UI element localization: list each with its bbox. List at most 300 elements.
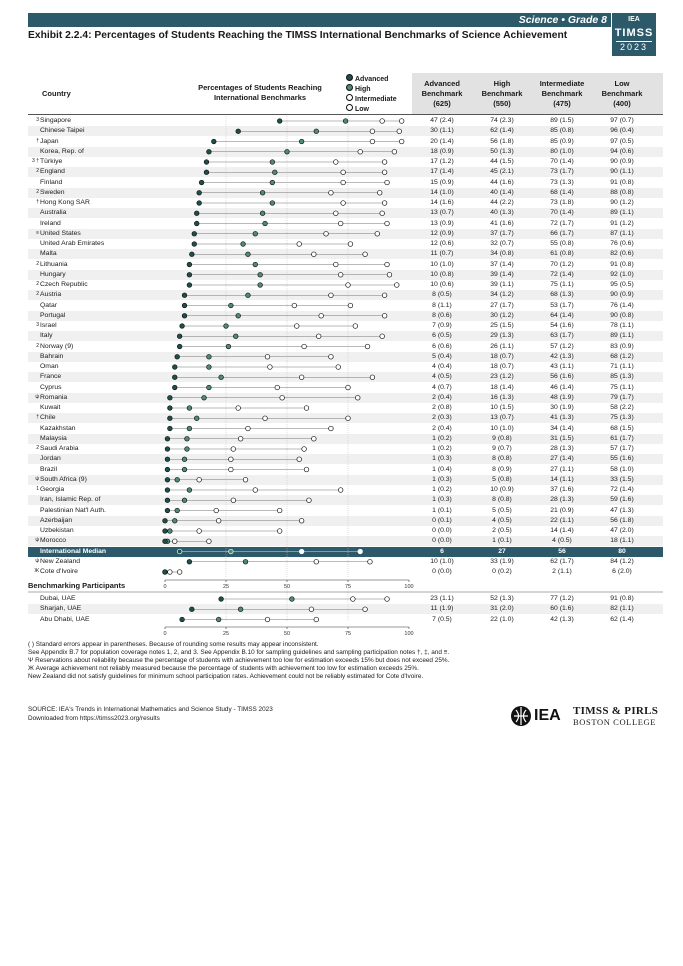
row-low-value: 58 (2.2): [610, 404, 634, 411]
header-low: Low Benchmark (400): [601, 79, 643, 108]
advanced-dot: [168, 406, 173, 411]
high-dot: [185, 436, 190, 441]
low-dot: [387, 272, 392, 277]
intermediate-dot: [197, 477, 202, 482]
legend-advanced-label: Advanced: [355, 76, 389, 83]
low-dot: [368, 559, 373, 564]
row-note: ψ: [35, 393, 39, 400]
advanced-dot: [219, 597, 224, 602]
row-inter-value: 21 (0.9): [550, 506, 574, 514]
row-dots: [187, 272, 392, 277]
footnote-3: Ψ Reservations about reliability because the percentage of students with achievement too low for estimation exceeds 15% but does not exceed 25%.: [28, 657, 450, 664]
row-note: 2: [36, 168, 39, 175]
row-high-value: 25 (1.5): [490, 322, 514, 329]
intermediate-dot: [268, 365, 273, 370]
row-country: Bahrain: [40, 352, 64, 360]
legend-low-label: Low: [355, 106, 369, 113]
footnote-5: New Zealand did not satisfy guidelines for minimum school participation rates. Achievement could not be reliably estimated for Cote d'Ivoire.: [28, 673, 424, 680]
row-inter-value: 42 (1.3): [550, 352, 574, 360]
low-dot: [314, 617, 319, 622]
row-low-value: 58 (1.0): [610, 465, 634, 473]
intermediate-dot: [341, 170, 346, 175]
row-dots: [177, 334, 384, 339]
boston-college-text: BOSTON COLLEGE: [573, 717, 657, 727]
row-inter-value: 14 (1.4): [550, 527, 574, 534]
low-dot: [329, 426, 334, 431]
row-high-value: 4 (0.5): [492, 516, 512, 524]
legend-intermediate-label: Intermediate: [355, 96, 397, 103]
row-dots: [163, 518, 304, 523]
row-country: International Median: [40, 547, 107, 555]
intermediate-dot: [229, 457, 234, 462]
advanced-dot: [207, 149, 212, 154]
row-low-value: 87 (1.1): [610, 229, 634, 237]
row-adv-value: 4 (0.5): [432, 373, 452, 381]
low-dot: [299, 518, 304, 523]
row-country: Brazil: [40, 465, 57, 473]
advanced-dot: [165, 467, 170, 472]
row-note: ≡: [36, 229, 39, 236]
row-high-value: 8 (0.9): [492, 465, 512, 473]
row-country: Italy: [40, 332, 53, 340]
row-inter-value: 72 (1.4): [550, 270, 574, 278]
row-high-value: 9 (0.7): [492, 445, 512, 452]
logo-year: 2023: [616, 41, 652, 52]
row-dots: [182, 313, 387, 318]
intermediate-dot: [334, 262, 339, 267]
row-inter-value: 80 (1.0): [550, 147, 574, 155]
row-dots: [168, 395, 360, 400]
intermediate-dot: [238, 436, 243, 441]
row-low-value: 6 (2.0): [612, 568, 632, 575]
high-dot: [168, 529, 173, 534]
row-dots: [192, 242, 353, 247]
row-low-value: 90 (0.9): [610, 291, 634, 299]
advanced-dot: [168, 426, 173, 431]
row-high-value: 16 (1.3): [490, 393, 514, 401]
row-low-value: 97 (0.7): [610, 117, 634, 124]
intermediate-dot: [329, 293, 334, 298]
advanced-dot: [168, 416, 173, 421]
row-adv-value: 0 (0.0): [432, 537, 452, 545]
high-dot: [229, 549, 234, 554]
row-dots: [194, 221, 389, 226]
high-dot: [270, 201, 275, 206]
row-note: 2: [36, 291, 39, 298]
row-dots: [204, 170, 387, 175]
footnote-1: ( ) Standard errors appear in parentheses. Because of rounding some results may appear inconsistent.: [28, 641, 319, 648]
row-adv-value: 47 (2.4): [430, 117, 454, 124]
low-dot: [382, 201, 387, 206]
advanced-dot: [165, 477, 170, 482]
high-dot: [273, 170, 278, 175]
intermediate-dot: [280, 395, 285, 400]
row-note: †: [36, 137, 39, 144]
row-inter-value: 31 (1.5): [550, 434, 574, 442]
row-inter-value: 54 (1.6): [550, 322, 574, 329]
row-inter-value: 70 (1.2): [550, 260, 574, 268]
row-country: Israel: [40, 322, 57, 329]
row-adv-value: 8 (1.1): [432, 301, 452, 309]
row-high-value: 56 (1.8): [490, 137, 514, 145]
row-high-value: 10 (0.9): [490, 486, 514, 493]
row-high-value: 74 (2.3): [490, 117, 514, 124]
advanced-dot: [236, 129, 241, 134]
header-country: Country: [42, 89, 71, 98]
intermediate-dot: [302, 344, 307, 349]
row-low-value: 47 (2.0): [610, 527, 634, 534]
row-high-value: 8 (0.8): [492, 496, 512, 504]
row-low-value: 72 (1.4): [610, 486, 634, 493]
legend-high-label: High: [355, 86, 371, 93]
x-tick-label: 75: [344, 631, 352, 637]
low-dot: [399, 119, 404, 124]
advanced-dot: [194, 221, 199, 226]
low-dot: [363, 607, 368, 612]
row-country: Norway (9): [40, 342, 74, 350]
row-low-value: 78 (1.1): [610, 322, 634, 329]
x-tick-label: 0: [163, 584, 167, 590]
row-dots: [165, 467, 309, 472]
row-note: 3: [36, 117, 39, 123]
row-adv-value: 10 (1.0): [430, 557, 454, 565]
row-country: England: [40, 168, 65, 176]
row-high-value: 18 (0.7): [490, 363, 514, 370]
intermediate-dot: [265, 617, 270, 622]
header-intermediate: Intermediate Benchmark (475): [539, 79, 585, 108]
row-adv-value: 8 (0.6): [432, 311, 452, 319]
low-dot: [365, 344, 370, 349]
high-dot: [243, 559, 248, 564]
row-adv-value: 17 (1.2): [430, 158, 454, 165]
row-country: Malta: [40, 250, 57, 258]
exhibit-title: Exhibit 2.2.4: Percentages of Students Reaching the TIMSS International Benchmarks of Science Achievement: [28, 30, 568, 41]
row-country: Oman: [40, 363, 59, 370]
row-low-value: 89 (1.1): [610, 332, 634, 340]
row-inter-value: 28 (1.3): [550, 496, 574, 504]
row-adv-value: 20 (1.4): [430, 137, 454, 145]
intermediate-dot: [294, 324, 299, 329]
high-dot: [241, 242, 246, 247]
row-dots: [163, 529, 282, 534]
row-dots: [168, 416, 351, 421]
low-dot: [385, 221, 390, 226]
low-dot: [346, 385, 351, 390]
low-dot: [312, 436, 317, 441]
row-inter-value: 75 (1.1): [550, 281, 574, 288]
row-low-value: 91 (0.8): [610, 595, 634, 602]
benchmarking-title: Benchmarking Participants: [28, 581, 126, 590]
advanced-dot: [187, 262, 192, 267]
row-adv-value: 14 (1.6): [430, 199, 454, 206]
high-dot: [202, 395, 207, 400]
row-note: ψ: [35, 557, 39, 564]
row-adv-value: 15 (0.9): [430, 178, 454, 186]
row-inter-value: 46 (1.4): [550, 383, 574, 391]
row-low-value: 91 (0.8): [610, 178, 634, 186]
advanced-dot: [175, 354, 180, 359]
row-dots: [212, 139, 404, 144]
high-dot: [207, 354, 212, 359]
row-inter-value: 73 (1.8): [550, 199, 574, 206]
high-dot: [260, 190, 265, 195]
advanced-dot: [165, 436, 170, 441]
high-dot: [314, 129, 319, 134]
x-tick-label: 50: [283, 584, 291, 590]
high-dot: [219, 375, 224, 380]
row-adv-value: 13 (0.7): [430, 209, 454, 217]
row-high-value: 22 (1.0): [490, 615, 514, 623]
row-low-value: 76 (1.4): [610, 301, 634, 309]
row-country: New Zealand: [40, 557, 81, 565]
intermediate-dot: [324, 231, 329, 236]
row-low-value: 79 (1.7): [610, 393, 634, 401]
intermediate-dot: [263, 416, 268, 421]
row-low-value: 18 (1.1): [610, 537, 634, 545]
advanced-dot: [165, 508, 170, 513]
row-inter-value: 56: [558, 547, 566, 555]
low-dot: [177, 570, 182, 575]
row-dots: [165, 447, 306, 452]
band-title: Science • Grade 8: [518, 14, 607, 26]
row-adv-value: 1 (0.2): [432, 445, 452, 452]
row-high-value: 9 (0.8): [492, 434, 512, 442]
row-dots: [277, 119, 404, 124]
intermediate-dot: [236, 406, 241, 411]
logo-name: TIMSS: [614, 27, 654, 39]
row-country: Ireland: [40, 219, 61, 227]
row-low-value: 91 (0.8): [610, 260, 634, 268]
row-dots: [180, 324, 358, 329]
row-inter-value: 37 (1.6): [550, 486, 574, 493]
row-adv-value: 13 (0.9): [430, 219, 454, 227]
high-dot: [258, 272, 263, 277]
low-dot: [375, 231, 380, 236]
x-tick-label: 75: [344, 584, 352, 590]
row-low-value: 90 (1.1): [610, 168, 634, 176]
low-dot: [329, 354, 334, 359]
row-adv-value: 2 (0.8): [432, 404, 452, 411]
low-dot: [302, 447, 307, 452]
x-tick-label: 25: [222, 631, 230, 637]
row-adv-value: 4 (0.4): [432, 363, 452, 370]
row-dots: [172, 385, 350, 390]
row-adv-value: 4 (0.7): [432, 383, 452, 391]
row-dots: [165, 436, 316, 441]
row-low-value: 55 (1.6): [610, 455, 634, 463]
advanced-dot: [168, 395, 173, 400]
high-dot: [172, 518, 177, 523]
low-dot: [277, 508, 282, 513]
row-inter-value: 72 (1.7): [550, 219, 574, 227]
low-dot: [348, 242, 353, 247]
row-inter-value: 73 (1.3): [550, 178, 574, 186]
row-inter-value: 68 (1.3): [550, 291, 574, 299]
row-note: Ж: [34, 568, 39, 574]
row-adv-value: 10 (0.6): [430, 281, 454, 288]
advanced-dot: [165, 498, 170, 503]
intermediate-dot: [334, 160, 339, 165]
high-dot: [253, 262, 258, 267]
low-dot: [358, 549, 363, 554]
row-country: Palestinian Nat'l Auth.: [40, 506, 106, 514]
row-high-value: 34 (0.8): [490, 250, 514, 258]
row-low-value: 92 (1.0): [610, 270, 634, 278]
row-country: Japan: [40, 137, 59, 145]
high-dot: [182, 498, 187, 503]
advanced-dot: [190, 252, 195, 257]
row-low-value: 62 (1.4): [610, 615, 634, 623]
row-adv-value: 2 (0.3): [432, 414, 452, 422]
intermediate-dot: [246, 426, 251, 431]
low-dot: [377, 190, 382, 195]
row-adv-value: 6 (0.6): [432, 342, 452, 350]
intermediate-dot: [197, 529, 202, 534]
intermediate-dot: [231, 447, 236, 452]
advanced-dot: [212, 139, 217, 144]
advanced-dot: [163, 518, 168, 523]
intermediate-dot: [316, 334, 321, 339]
high-dot: [187, 488, 192, 493]
row-low-value: 94 (0.6): [610, 147, 634, 155]
row-high-value: 10 (1.0): [490, 424, 514, 432]
intermediate-dot: [275, 385, 280, 390]
row-inter-value: 68 (1.4): [550, 188, 574, 196]
advanced-dot: [172, 375, 177, 380]
row-note: 2: [36, 342, 39, 349]
advanced-dot: [165, 447, 170, 452]
row-high-value: 39 (1.1): [490, 281, 514, 288]
high-dot: [233, 334, 238, 339]
intermediate-dot: [341, 201, 346, 206]
high-dot: [187, 406, 192, 411]
high-dot: [246, 252, 251, 257]
row-dots: [204, 160, 387, 165]
row-country: Georgia: [40, 486, 65, 493]
row-country: United States: [40, 229, 81, 237]
row-country: Hong Kong SAR: [40, 199, 90, 206]
row-country: Abu Dhabi, UAE: [40, 615, 90, 623]
row-high-value: 13 (0.7): [490, 414, 514, 422]
row-adv-value: 0 (0.0): [432, 568, 452, 575]
row-adv-value: 2 (0.4): [432, 393, 452, 401]
row-dots: [172, 365, 340, 370]
row-adv-value: 10 (0.8): [430, 270, 454, 278]
row-adv-value: 7 (0.5): [432, 615, 452, 623]
intermediate-dot: [370, 129, 375, 134]
row-adv-value: 11 (1.9): [430, 605, 454, 613]
row-inter-value: 28 (1.3): [550, 445, 574, 452]
row-low-value: 89 (1.1): [610, 209, 634, 217]
x-tick-label: 100: [404, 584, 414, 590]
row-country: Azerbaijan: [40, 516, 73, 524]
row-dots: [165, 457, 301, 462]
intermediate-dot: [314, 559, 319, 564]
row-dots: [165, 498, 311, 503]
high-dot: [194, 416, 199, 421]
row-dots: [165, 488, 343, 493]
row-inter-value: 48 (1.9): [550, 393, 574, 401]
row-note: 2: [36, 281, 39, 287]
intermediate-dot: [168, 570, 173, 575]
x-tick-label: 25: [222, 584, 230, 590]
high-dot: [187, 426, 192, 431]
row-adv-value: 6: [440, 547, 444, 555]
row-dots: [219, 597, 390, 602]
row-dots: [197, 190, 382, 195]
intermediate-dot: [346, 283, 351, 288]
advanced-dot: [197, 190, 202, 195]
intermediate-dot: [216, 518, 221, 523]
row-dots: [177, 344, 369, 349]
row-low-value: 68 (1.5): [610, 424, 634, 432]
advanced-dot: [199, 180, 204, 185]
advanced-dot: [194, 211, 199, 216]
high-dot: [229, 303, 234, 308]
row-inter-value: 62 (1.7): [550, 557, 574, 565]
intermediate-dot: [312, 252, 317, 257]
row-low-value: 75 (1.3): [610, 414, 634, 422]
row-note: 2: [36, 260, 39, 267]
row-low-value: 90 (1.2): [610, 199, 634, 206]
row-dots: [182, 293, 387, 298]
high-dot: [260, 211, 265, 216]
high-dot: [290, 597, 295, 602]
row-country: Chinese Taipei: [40, 127, 85, 135]
low-dot: [336, 365, 341, 370]
high-dot: [258, 283, 263, 288]
row-dots: [180, 617, 319, 622]
row-dots: [163, 539, 212, 544]
advanced-dot: [177, 549, 182, 554]
row-high-value: 37 (1.4): [490, 260, 514, 268]
row-adv-value: 1 (0.2): [432, 486, 452, 493]
row-adv-value: 6 (0.5): [432, 332, 452, 340]
high-dot: [270, 160, 275, 165]
row-inter-value: 61 (0.8): [550, 250, 574, 258]
row-adv-value: 1 (0.3): [432, 475, 452, 483]
row-high-value: 2 (0.5): [492, 527, 512, 534]
high-dot: [175, 477, 180, 482]
low-dot: [304, 467, 309, 472]
row-dots: [182, 303, 353, 308]
high-dot: [238, 607, 243, 612]
advanced-dot: [165, 457, 170, 462]
row-adv-value: 2 (0.4): [432, 424, 452, 432]
advanced-dot: [204, 160, 209, 165]
high-dot: [216, 617, 221, 622]
advanced-dot: [277, 119, 282, 124]
low-dot: [355, 395, 360, 400]
advanced-dot: [163, 539, 168, 544]
row-note: 2: [36, 445, 39, 451]
row-high-value: 40 (1.3): [490, 209, 514, 217]
row-high-value: 37 (1.7): [490, 229, 514, 237]
row-inter-value: 22 (1.1): [550, 516, 574, 524]
row-country: Singapore: [40, 117, 71, 124]
row-high-value: 23 (1.2): [490, 373, 514, 381]
row-low-value: 59 (1.6): [610, 496, 634, 504]
row-country: Finland: [40, 178, 63, 186]
row-inter-value: 60 (1.6): [550, 605, 574, 613]
advanced-dot: [192, 242, 197, 247]
high-dot: [185, 447, 190, 452]
high-dot: [224, 324, 229, 329]
low-dot: [307, 498, 312, 503]
row-inter-value: 70 (1.4): [550, 209, 574, 217]
row-country: Korea, Rep. of: [40, 147, 84, 155]
row-low-value: 57 (1.7): [610, 445, 634, 452]
